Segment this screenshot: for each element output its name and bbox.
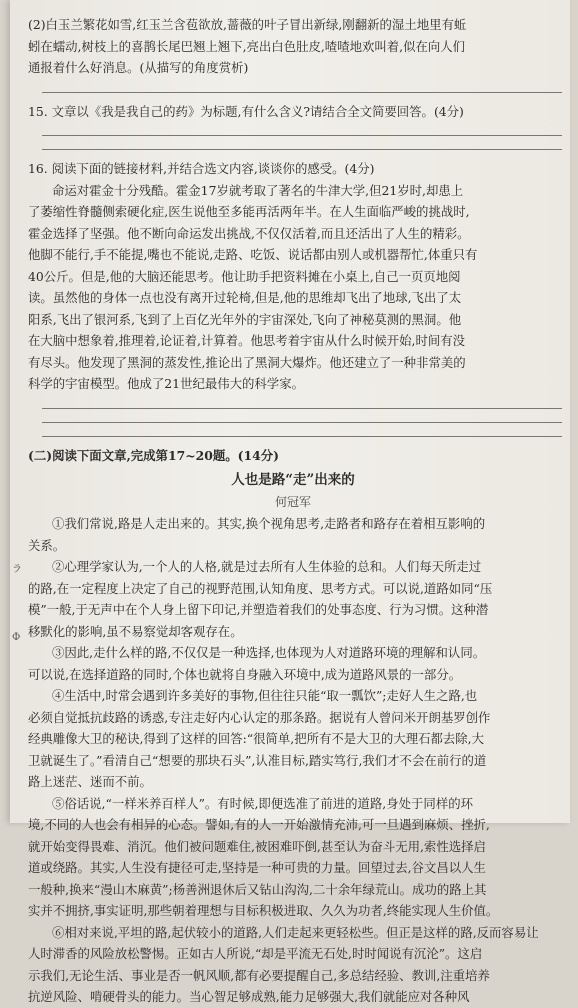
article-line: 移默化的影响,虽不易察觉却客观存在。 [28, 623, 243, 639]
material-line: 命运对霍金十分残酷。霍金17岁就考取了著名的牛津大学,但21岁时,却患上 [52, 182, 464, 198]
material-line: 科学的宇宙模型。他成了21世纪最伟大的科学家。 [28, 376, 304, 391]
article-line: 就开始变得畏难、消沉。他们被问题难住,被困难吓倒,甚至认为奋斗无用,索性选择启 [28, 838, 486, 854]
q14-line: 蚓在蠕动,树枝上的喜鹊长尾巴翘上翘下,亮出白色肚皮,喳喳地欢叫着,似在向人们 [28, 38, 466, 54]
article-author: 何冠军 [274, 494, 311, 509]
material-line: 霍金选择了坚强。他不断向命运发出挑战,不仅仅活着,而且还活出了人生的精彩。 [28, 225, 470, 241]
article-line: 路上迷茫、迷而不前。 [28, 774, 152, 789]
material-line: 了萎缩性脊髓侧索硬化症,医生说他至多能再活两年半。在人生面临严峻的挑战时, [28, 204, 470, 219]
answer-line[interactable] [42, 92, 562, 93]
q14-line: 通报着什么好消息。(从描写的角度赏析) [28, 60, 249, 75]
article-line: 境,不同的人也会有相异的心态。譬如,有的人一开始激情充沛,可一旦遇到麻烦、挫折, [28, 817, 490, 832]
answer-line[interactable] [42, 436, 562, 437]
material-line: 在大脑中想象着,推理着,论证着,计算着。他思考着宇宙从什么时候开始,时间有没 [28, 333, 466, 348]
exam-page [10, 0, 570, 1004]
q14-line: (2)白玉兰繁花如雪,红玉兰含苞欲放,蔷薇的叶子冒出新绿,刚翻新的湿土地里有蚯 [28, 17, 467, 32]
article-body [28, 513, 558, 1008]
q16-prompt: 16. 阅读下面的链接材料,并结合选文内容,谈谈你的感受。(4分) [28, 161, 375, 176]
q16-material [28, 180, 558, 395]
article-line: 示我们,无论生活、事业是否一帆风顺,都有必要提醒自己,多总结经验、教训,注重培养 [28, 967, 490, 983]
article-line: 模”一般,于无声中在个人身上留下印记,并塑造着我们的处事态度、行为习惯。这种潜 [28, 602, 489, 617]
page-content [28, 14, 558, 1008]
answer-line[interactable] [42, 422, 562, 423]
material-line: 阳系,飞出了银河系,飞到了上百亿光年外的宇宙深处,飞向了神秘莫测的黑洞。他 [28, 311, 462, 327]
article-line: 一般种,换来“漫山木麻黄”;杨善洲退休后又钻山沟沟,二十余年绿荒山。成功的路上其 [28, 881, 487, 897]
margin-mark: ラ [12, 564, 22, 575]
article-line: 关系。 [28, 537, 66, 553]
article-line: 经典雕像大卫的秘诀,得到了这样的回答:“很简单,把所有不是大卫的大理石都去除,大 [28, 731, 484, 746]
material-line: 有尽头。他发现了黑洞的蒸发性,推论出了黑洞大爆炸。他还建立了一种非常美的 [28, 354, 466, 370]
material-line: 他脚不能行,手不能提,嘴也不能说,走路、吃饭、说话都由别人或机器帮忙,体重只有 [28, 247, 478, 262]
margin-mark: Ф [12, 632, 21, 643]
article-line: 必须自觉抵抗歧路的诱惑,专注走好内心认定的那条路。据说有人曾问米开朗基罗创作 [28, 709, 491, 725]
article-line: 道或绕路。其实,人生没有捷径可走,坚持是一种可贵的力量。回望过去,谷文昌以人生 [28, 860, 486, 875]
article-line: ③因此,走什么样的路,不仅仅是一种选择,也体现为人对道路环境的理解和认同。 [52, 645, 486, 660]
article-line: 的路,在一定程度上决定了自己的视野范围,认知角度、思考方式。可以说,道路如同“压 [28, 580, 493, 596]
section-heading: (二)阅读下面文章,完成第17~20题。(14分) [28, 447, 279, 463]
material-line: 读。虽然他的身体一点也没有离开过轮椅,但是,他的思维却飞出了地球,飞出了太 [28, 290, 462, 305]
article-title: 人也是路“走”出来的 [231, 472, 355, 488]
article-line: ④生活中,时常会遇到许多美好的事物,但往往只能“取一瓢饮”;走好人生之路,也 [52, 688, 478, 703]
article-line: 抗逆风险、啃硬骨头的能力。当心智足够成熟,能力足够强大,我们就能应对各种风 [28, 989, 470, 1004]
article-line: ②心理学家认为,一个人的人格,就是过去所有人生体验的总和。人们每天所走过 [52, 559, 482, 574]
answer-line[interactable] [42, 135, 562, 136]
article-line: 人时滞香的风险放松警惕。正如古人所说,“却是平流无石处,时时闻说有沉沦”。这启 [28, 946, 483, 961]
article-line: ①我们常说,路是人走出来的。其实,换个视角思考,走路者和路存在着相互影响的 [52, 516, 486, 531]
answer-line[interactable] [42, 408, 562, 409]
article-line: ⑥相对来说,平坦的路,起伏较小的道路,人们走起来更轻松些。但正是这样的路,反而容易让 [52, 924, 539, 940]
article-line: 实并不拥挤,事实证明,那些朝着理想与目标积极进取、久久为功者,终能实现人生价值。 [28, 903, 499, 918]
article-line: 卫就诞生了。”看清自己“想要的那块石头”,认准目标,踏实笃行,我们才不会在前行的道 [28, 752, 487, 768]
material-line: 40公斤。但是,他的大脑还能思考。他让助手把资料摊在小桌上,自己一页页地阅 [28, 268, 461, 284]
answer-line[interactable] [42, 149, 562, 150]
article-line: ⑤俗话说,“一样米养百样人”。有时候,即便选准了前进的道路,身处于同样的环 [52, 795, 473, 811]
q15-prompt: 15. 文章以《我是我自己的药》为标题,有什么含义?请结合全文简要回答。(4分) [28, 103, 464, 119]
article-line: 可以说,在选择道路的同时,个体也就将自身融入环境中,成为道路风景的一部分。 [28, 666, 462, 682]
